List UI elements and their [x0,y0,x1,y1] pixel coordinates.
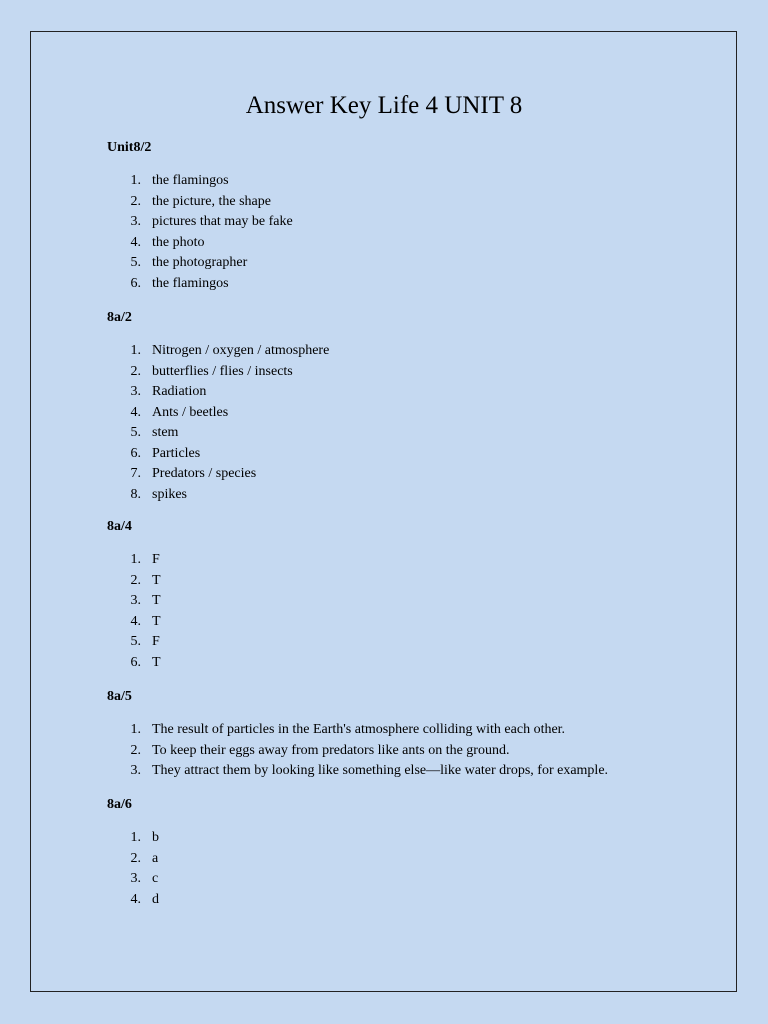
answer-number: 1. [130,552,141,567]
answer-item [107,362,707,383]
section-heading: 8a/2 [107,310,132,325]
answer-text: To keep their eggs away from predators like ants on the ground. [152,742,510,758]
answer-number: 3. [130,763,141,778]
answer-text: the picture, the shape [152,193,271,209]
answer-item [107,341,707,362]
answer-item [107,741,707,762]
answer-number: 3. [130,593,141,608]
answer-number: 3. [130,384,141,399]
answer-item [107,632,707,653]
answer-item [107,253,707,274]
answer-number: 3. [130,871,141,886]
answer-number: 2. [130,363,141,379]
section-heading: 8a/6 [107,797,132,812]
answer-text: Radiation [152,384,207,399]
answer-text: b [152,830,159,845]
answer-item [107,550,707,571]
answer-item [107,171,707,192]
answer-number: 4. [130,404,141,420]
answer-number: 4. [130,891,141,907]
answer-text: spikes [152,486,187,502]
answer-number: 1. [130,830,141,845]
answer-text: T [152,613,161,629]
answer-item [107,382,707,403]
answer-text: the photo [152,234,205,250]
answer-text: Nitrogen / oxygen / atmosphere [152,343,330,358]
answer-list [107,828,707,910]
answer-number: 4. [130,613,141,629]
answer-text: stem [152,425,179,440]
answer-text: F [152,634,160,649]
answer-text: F [152,552,160,567]
answer-item [107,274,707,295]
answer-item [107,720,707,741]
page-title: Answer Key Life 4 UNIT 8 [245,92,523,119]
answer-list [107,720,707,782]
answer-text: Particles [152,445,201,461]
answer-item [107,591,707,612]
answer-list [107,341,707,505]
answer-section [107,139,707,291]
answer-item [107,423,707,444]
answer-text: the flamingos [152,173,229,188]
answer-text: a [152,850,159,866]
answer-item [107,849,707,870]
answer-number: 1. [130,343,141,358]
answer-text: c [152,871,159,886]
answer-number: 7. [130,466,141,481]
answer-item [107,212,707,233]
answer-text: the flamingos [152,275,229,291]
answer-number: 3. [130,214,141,229]
answer-text: They attract them by looking like something else—like water drops, for example. [152,763,609,778]
answer-text: Predators / species [152,466,257,481]
answer-number: 2. [130,742,141,758]
answer-number: 1. [130,173,141,188]
answer-number: 5. [130,425,141,440]
answer-item [107,890,707,911]
answer-item [107,192,707,213]
answer-item [107,233,707,254]
answer-section [107,796,707,907]
answer-item [107,828,707,849]
answer-text: d [152,891,159,907]
answer-item [107,869,707,890]
answer-number: 1. [130,722,141,737]
answer-number: 2. [130,193,141,209]
answer-number: 6. [130,654,141,670]
section-heading: Unit8/2 [107,140,152,155]
answer-number: 8. [130,486,141,502]
answer-number: 5. [130,634,141,649]
answer-number: 2. [130,572,141,588]
answer-list [107,550,707,673]
section-heading: 8a/5 [107,689,132,704]
answer-text: T [152,593,161,608]
answer-list [107,171,707,294]
answer-item [107,403,707,424]
section-heading: 8a/4 [107,519,132,534]
answer-number: 2. [130,850,141,866]
answer-section [107,309,707,502]
answer-number: 5. [130,255,141,270]
answer-section [107,518,707,670]
answer-text: butterflies / flies / insects [152,363,293,379]
answer-section [107,688,707,778]
answer-item [107,444,707,465]
answer-number: 6. [130,275,141,291]
answer-item [107,485,707,506]
answer-text: Ants / beetles [152,404,229,420]
answer-text: pictures that may be fake [152,214,293,229]
answer-text: the photographer [152,255,248,270]
answer-text: T [152,654,161,670]
answer-item [107,761,707,782]
answer-item [107,653,707,674]
answer-item [107,464,707,485]
answer-number: 6. [130,445,141,461]
answer-number: 4. [130,234,141,250]
answer-item [107,612,707,633]
answer-item [107,571,707,592]
answer-text: The result of particles in the Earth's atmosphere colliding with each other. [152,722,566,737]
answer-text: T [152,572,161,588]
